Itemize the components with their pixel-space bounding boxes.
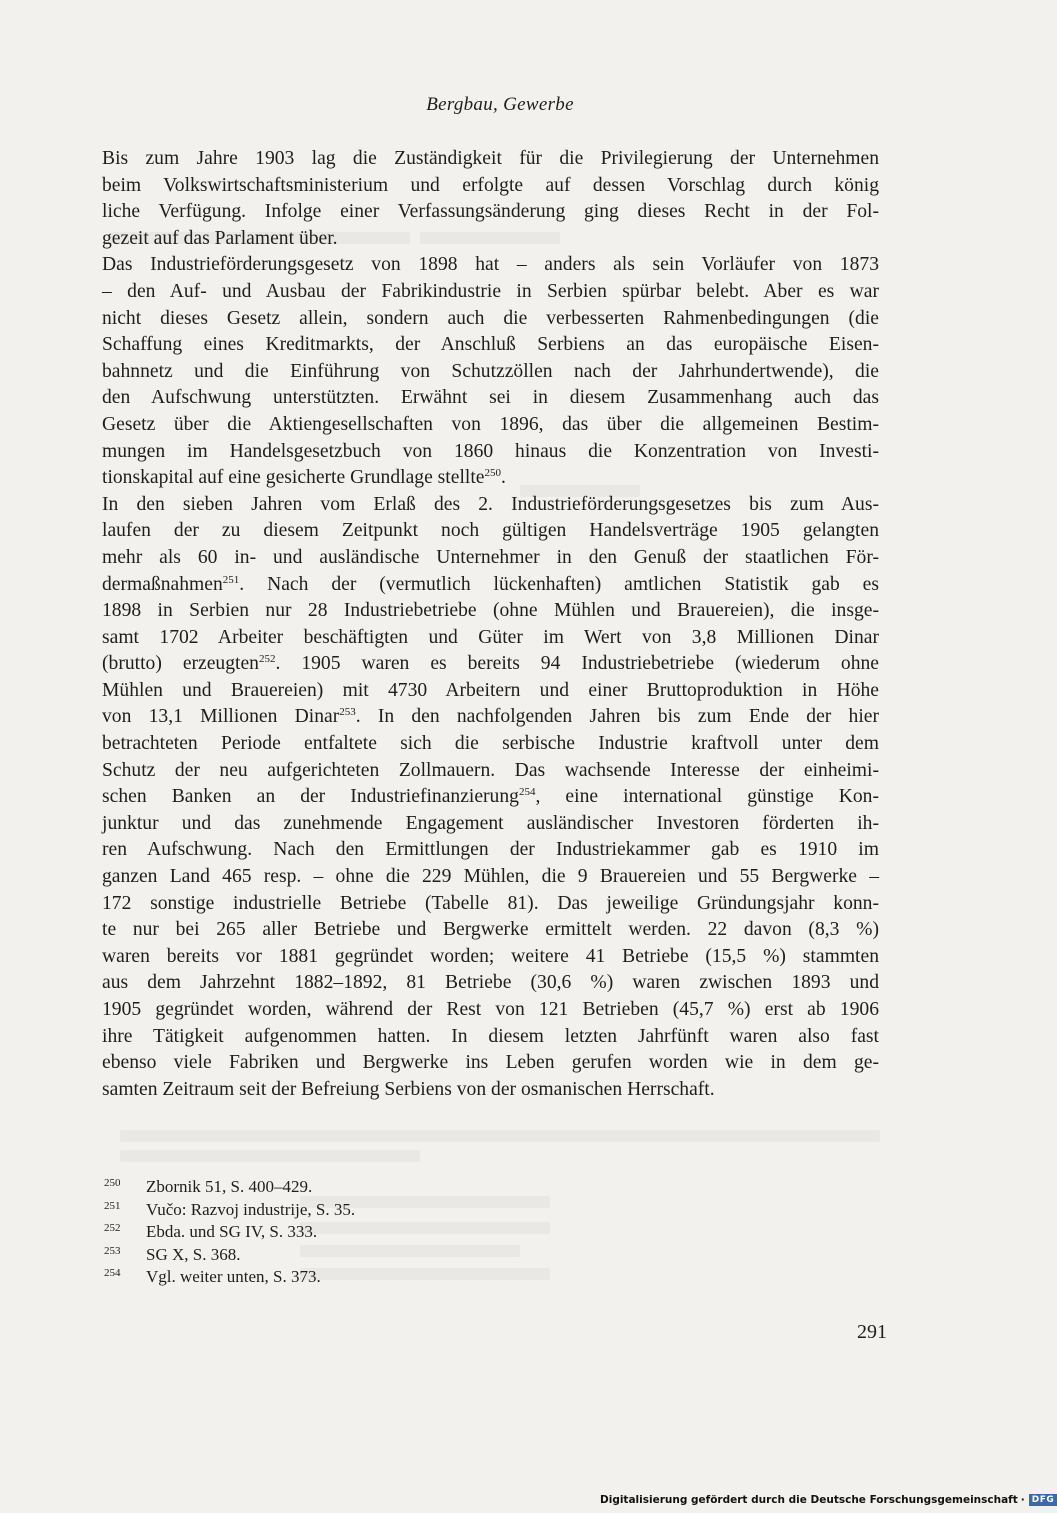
text-line: schen Banken an der Industriefinanzierung$^{254}$, eine international günstige Kon-	[102, 786, 879, 808]
text-line: Schutz der neu aufgerichteten Zollmauern. Das wachsende Interesse der einheimi-	[102, 759, 879, 781]
footnote	[104, 1244, 604, 1267]
text-line: betrachteten Periode entfaltete sich die serbische Industrie kraftvoll unter dem	[102, 733, 879, 755]
text-line: aus dem Jahrzehnt 1882–1892, 81 Betriebe (30,6 %) waren zwischen 1893 und	[102, 972, 879, 994]
text-line: laufen der zu diesem Zeitpunkt noch gültigen Handelsverträge 1905 gelangten	[102, 520, 879, 542]
text-line: samten Zeitraum seit der Befreiung Serbiens von der osmanischen Herrschaft.	[102, 1078, 715, 1100]
footnote-ref: 250	[484, 467, 501, 480]
footnote-ref: 253	[339, 706, 356, 719]
text-line: ganzen Land 465 resp. – ohne die 229 Mühlen, die 9 Brauereien und 55 Bergwerke –	[102, 866, 879, 888]
text-line: beim Volkswirtschaftsministerium und erfolgte auf dessen Vorschlag durch könig	[102, 174, 879, 196]
footnote-number: 252	[104, 1222, 121, 1234]
text-line: ihre Tätigkeit aufgenommen hatten. In diesem letzten Jahrfünft waren also fast	[102, 1025, 879, 1047]
text-line: In den sieben Jahren vom Erlaß des 2. Industrieförderungsgesetzes bis zum Aus-	[102, 493, 879, 515]
paragraph	[102, 146, 879, 252]
paragraph	[102, 252, 879, 491]
text-line: tionskapital auf eine gesicherte Grundlage stellte$^{250}$.	[102, 467, 506, 489]
text-line: mungen im Handelsgesetzbuch von 1860 hinaus die Konzentration von Investi-	[102, 440, 879, 462]
text-line: bahnnetz und die Einführung von Schutzzöllen nach der Jahrhundertwende), die	[102, 360, 879, 382]
footnote-number: 254	[104, 1267, 121, 1279]
credit-text: Digitalisierung gefördert durch die Deutsche Forschungsgemeinschaft	[600, 1493, 1018, 1506]
text-line: junktur und das zunehmende Engagement ausländischer Investoren förderten ih-	[102, 812, 879, 834]
footnote-number: 251	[104, 1199, 121, 1212]
page-number: 291	[857, 1321, 887, 1343]
text-line: von 13,1 Millionen Dinar$^{253}$. In den nachfolgenden Jahren bis zum Ende der hier	[102, 706, 879, 728]
text-line: Gesetz über die Aktiengesellschaften von 1896, das über die allgemeinen Bestim-	[102, 413, 879, 435]
digitization-credit: Digitalisierung gefördert durch die Deutsche Forschungsgemeinschaft · DFG	[600, 1492, 1057, 1507]
footnotes	[104, 1176, 604, 1289]
footnote-ref: 251	[222, 573, 240, 586]
text-line: waren bereits vor 1881 gegründet worden; weitere 41 Betriebe (15,5 %) stammten	[102, 945, 879, 967]
text-line: Bis zum Jahre 1903 lag die Zuständigkeit für die Privilegierung der Unternehmen	[102, 148, 879, 169]
text-line: Das Industrieförderungsgesetz von 1898 hat – anders als sein Vorläufer von 1873	[102, 254, 879, 276]
text-line: ebenso viele Fabriken und Bergwerke ins Leben gerufen worden wie in dem ge-	[102, 1052, 879, 1074]
footnote	[104, 1221, 604, 1244]
footnote-text: Zbornik 51, S. 400–429.	[146, 1177, 313, 1196]
footnote-text: Vgl. weiter unten, S. 373.	[146, 1267, 321, 1286]
footnote-number: 253	[104, 1244, 121, 1257]
footnote-text: Ebda. und SG IV, S. 333.	[146, 1222, 318, 1241]
footnote	[104, 1176, 604, 1199]
footnote	[104, 1266, 604, 1289]
text-line: den Aufschwung unterstützten. Erwähnt sei in diesem Zusammenhang auch das	[102, 387, 879, 409]
dfg-logo-icon: DFG	[1029, 1494, 1057, 1506]
footnote-text: Vučo: Razvoj industrije, S. 35.	[146, 1199, 356, 1219]
body-text	[102, 146, 879, 1103]
footnote-ref: 252	[258, 653, 276, 666]
footnote-number: 250	[104, 1177, 121, 1189]
text-line: 1898 in Serbien nur 28 Industriebetriebe (ohne Mühlen und Brauereien), die insge-	[102, 600, 879, 622]
text-line: ren Aufschwung. Nach den Ermittlungen der Industriekammer gab es 1910 im	[102, 839, 879, 861]
text-line: dermaßnahmen$^{251}$. Nach der (vermutlich lückenhaften) amtlichen Statistik gab es	[102, 573, 879, 595]
footnote	[104, 1199, 604, 1222]
text-line: nicht dieses Gesetz allein, sondern auch die verbesserten Rahmenbedingungen (die	[102, 307, 879, 329]
running-head: Bergbau, Gewerbe	[426, 94, 574, 115]
footnote-ref: 254	[518, 786, 536, 799]
text-line: gezeit auf das Parlament über.	[102, 227, 338, 249]
text-line: liche Verfügung. Infolge einer Verfassungsänderung ging dieses Recht in der Fol-	[102, 201, 879, 223]
text-line: (brutto) erzeugten$^{252}$. 1905 waren es bereits 94 Industriebetriebe (wiederum ohne	[102, 653, 879, 675]
text-line: Mühlen und Brauereien) mit 4730 Arbeitern und einer Bruttoproduktion in Höhe	[102, 679, 879, 701]
paragraph	[102, 492, 879, 1104]
text-line: 1905 gegründet worden, während der Rest von 121 Betrieben (45,7 %) erst ab 1906	[102, 999, 879, 1020]
text-line: – den Auf- und Ausbau der Fabrikindustrie in Serbien spürbar belebt. Aber es war	[102, 280, 879, 302]
text-line: Schaffung eines Kreditmarkts, der Anschluß Serbiens an das europäische Eisen-	[102, 334, 879, 356]
text-line: mehr als 60 in- und ausländische Unternehmer in den Genuß der staatlichen För-	[102, 546, 879, 568]
text-line: 172 sonstige industrielle Betriebe (Tabelle 81). Das jeweilige Gründungsjahr konn-	[102, 892, 879, 914]
text-line: te nur bei 265 aller Betriebe und Bergwerke ermittelt werden. 22 davon (8,3 %)	[102, 919, 879, 941]
text-line: samt 1702 Arbeiter beschäftigten und Güter im Wert von 3,8 Millionen Dinar	[102, 626, 879, 648]
footnote-text: SG X, S. 368.	[146, 1244, 241, 1264]
